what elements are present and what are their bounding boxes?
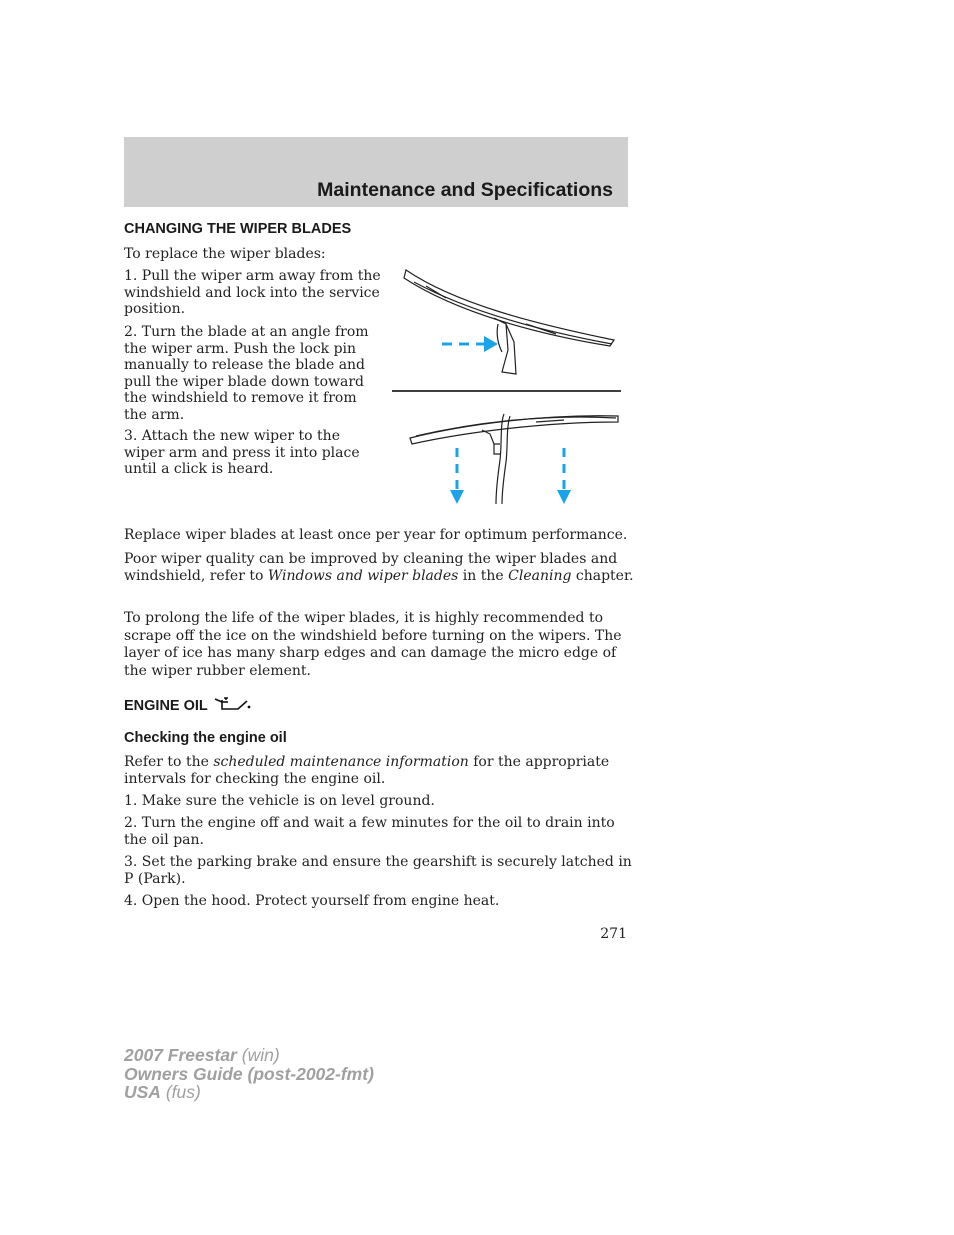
wiper-upper-view [404, 270, 614, 374]
oil-step-2: 2. Turn the engine off and wait a few minutes for the oil to drain into the oil pan. [124, 815, 615, 848]
wiper-quality-note [124, 551, 634, 585]
wiper-lower-view [410, 414, 618, 504]
wiper-blade-illustration [386, 264, 628, 514]
footer-line-3 [124, 1083, 374, 1102]
quality-text-c: chapter. [571, 568, 634, 584]
wiper-ice-note: To prolong the life of the wiper blades, it is highly recommended to scrape off the ice on the windshield before turning on the wipers. The layer of ice has many sharp edges and can damage the micro edge of the wiper rubber element. [124, 610, 622, 679]
refer-text-b: for the appropriate intervals for checking the engine oil. [124, 754, 610, 787]
refer-cross-reference: scheduled maintenance information [213, 754, 469, 770]
footer-line-2 [124, 1065, 374, 1084]
quality-chapter-reference: Cleaning [508, 568, 572, 584]
check-oil-subheading: Checking the engine oil [124, 730, 287, 746]
oil-step-1: 1. Make sure the vehicle is on level ground. [124, 793, 435, 809]
footer-model-code: (win) [236, 1045, 280, 1065]
engine-oil-heading-text: ENGINE OIL [124, 697, 208, 714]
footer-market: USA [124, 1082, 161, 1102]
pull-arrows [450, 448, 571, 504]
quality-cross-reference: Windows and wiper blades [267, 568, 459, 584]
page-number: 271 [600, 926, 627, 942]
oil-step-3: 3. Set the parking brake and ensure the gearshift is securely latched in P (Park). [124, 854, 632, 887]
footer-market-code: (fus) [160, 1082, 201, 1102]
section-header-band [124, 137, 628, 207]
wiper-replace-note: Replace wiper blades at least once per year for optimum performance. [124, 527, 628, 543]
wiper-step-3: 3. Attach the new wiper to the wiper arm and press it into place until a click is heard. [124, 428, 360, 477]
section-title: Maintenance and Specifications [317, 179, 613, 201]
quality-text-b: in the [458, 568, 509, 584]
oil-refer-note [124, 754, 634, 787]
release-arrow [442, 336, 498, 352]
footer-line-1 [124, 1046, 374, 1065]
wiper-step-1: 1. Pull the wiper arm away from the windshield and lock into the service position. [124, 268, 381, 317]
wiper-step-2: 2. Turn the blade at an angle from the wiper arm. Push the lock pin manually to release the blade and pull the wiper blade down toward the windshield to remove it from the arm. [124, 324, 369, 423]
footer-guide: Owners Guide (post-2002-fmt) [124, 1063, 374, 1084]
footer-model: 2007 Freestar [124, 1045, 237, 1065]
oil-can-icon [214, 695, 252, 717]
wiper-heading: CHANGING THE WIPER BLADES [124, 221, 352, 237]
document-footer [124, 1046, 374, 1102]
wiper-intro: To replace the wiper blades: [124, 246, 326, 262]
quality-text-a: Poor wiper quality can be improved by cleaning the wiper blades and windshield, refer to [124, 551, 618, 584]
oil-step-4: 4. Open the hood. Protect yourself from engine heat. [124, 893, 500, 909]
engine-oil-heading [124, 695, 252, 717]
refer-text-a: Refer to the [124, 754, 214, 770]
